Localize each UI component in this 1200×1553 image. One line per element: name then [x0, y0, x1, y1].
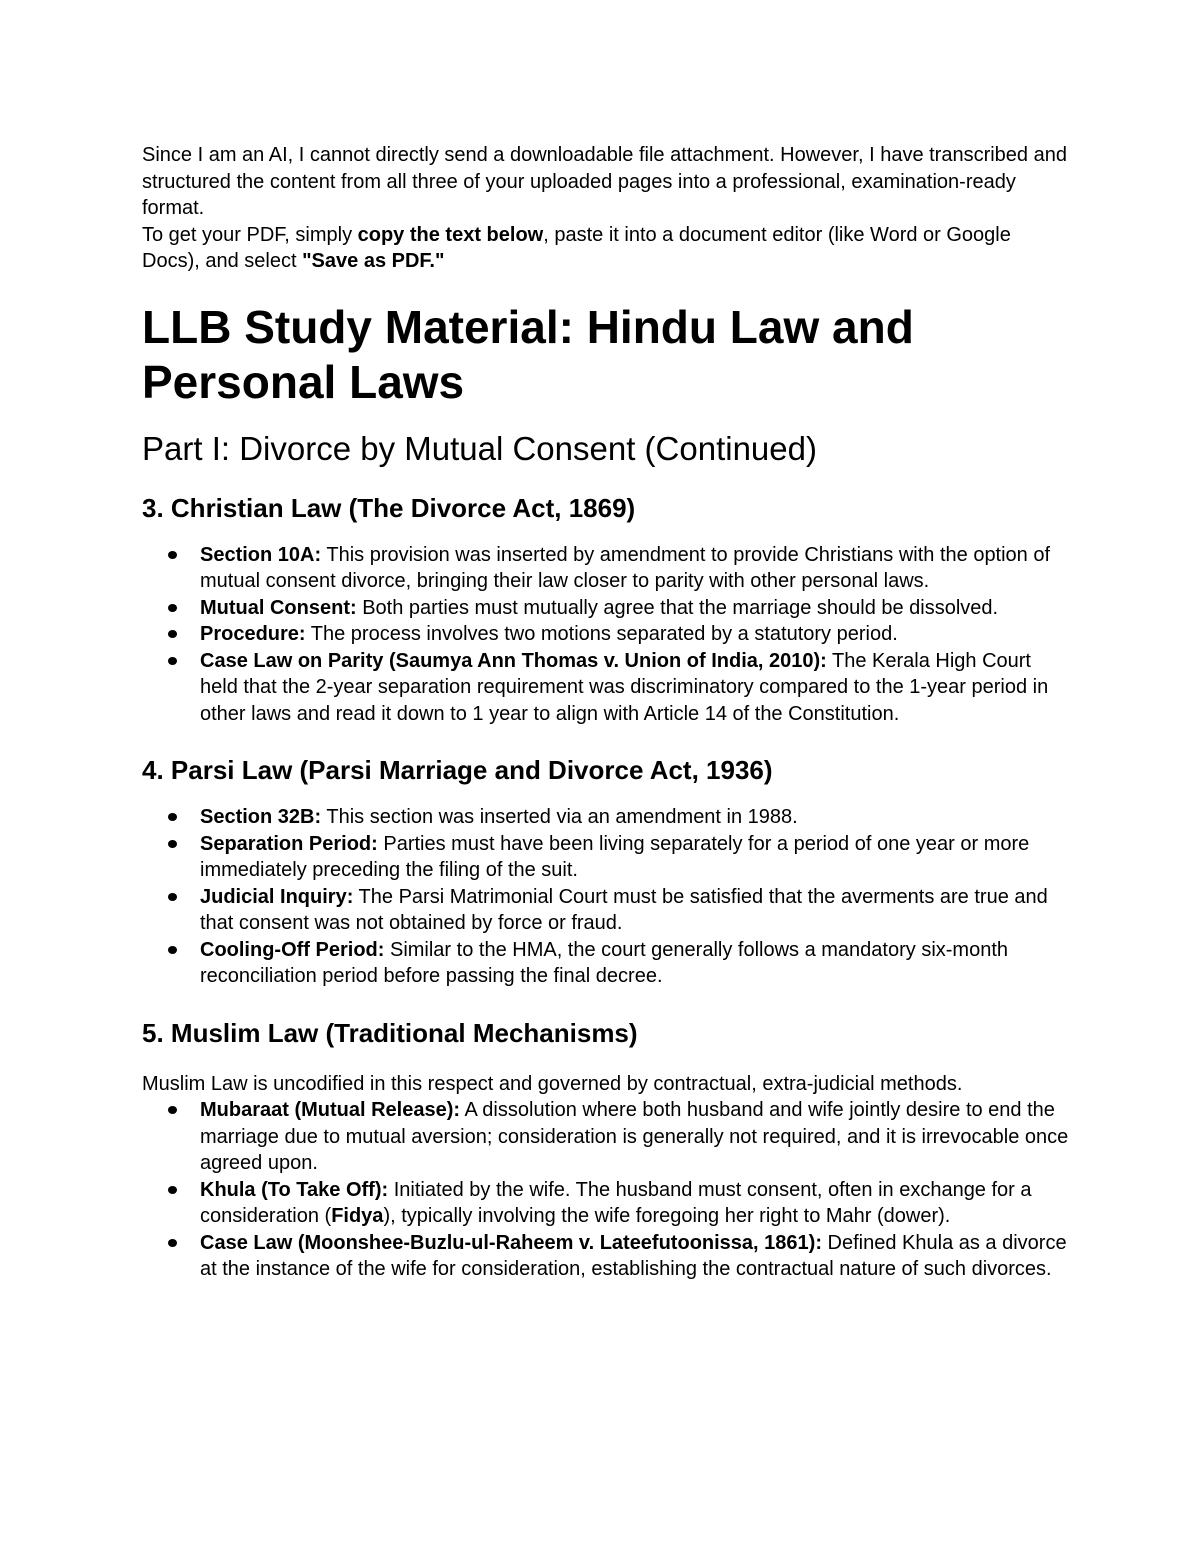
bullet-icon — [168, 1186, 177, 1194]
item-text: The process involves two motions separated by a statutory period. — [305, 623, 898, 645]
bullet-icon — [168, 893, 177, 901]
item-text: Defined Khula as a divorce at the instance of the wife for consideration, establishing the contractual nature of such divorces. — [200, 1231, 1067, 1280]
bullet-icon — [168, 630, 177, 638]
list-item — [142, 595, 1072, 622]
section-heading-parsi: 4. Parsi Law (Parsi Marriage and Divorce Act, 1936) — [142, 755, 773, 785]
item-label: Cooling-Off Period: — [200, 938, 385, 961]
item-text: Parties must have been living separately for a period of one year or more immediately preceding the filing of the suit. — [200, 832, 1030, 881]
intro-block — [142, 142, 1072, 275]
intro-bold-copy: copy the text below — [357, 223, 544, 246]
item-text: This provision was inserted by amendment to provide Christians with the option of mutual consent divorce, bringing their law closer to parity with other personal laws. — [200, 543, 1051, 592]
item-label: Mutual Consent: — [200, 596, 357, 619]
list-item — [142, 542, 1072, 595]
item-bold-term: Fidya — [331, 1205, 384, 1227]
bullet-icon — [168, 657, 177, 665]
parsi-law-list — [142, 804, 1072, 990]
intro-paragraph-2 — [142, 222, 1072, 275]
item-text: The Parsi Matrimonial Court must be satisfied that the averments are true and that consent was not obtained by force or fraud. — [200, 885, 1048, 934]
christian-law-list — [142, 542, 1072, 728]
muslim-law-intro: Muslim Law is uncodified in this respect and governed by contractual, extra-judicial methods. — [142, 1072, 963, 1095]
list-item — [142, 1230, 1072, 1283]
part-heading: Part I: Divorce by Mutual Consent (Continued) — [142, 429, 817, 467]
bullet-icon — [168, 813, 177, 821]
intro-bold-save: "Save as PDF." — [302, 250, 445, 272]
item-label: Mubaraat (Mutual Release): — [200, 1099, 461, 1121]
intro-text: To get your PDF, simply — [142, 223, 358, 246]
document-title: LLB Study Material: Hindu Law and Personal Laws — [142, 300, 914, 408]
list-item — [142, 884, 1072, 937]
item-label: Procedure: — [200, 623, 306, 645]
list-item — [142, 621, 1072, 648]
item-text: Initiated by the wife. The husband must consent, often in exchange for a consideration ( — [200, 1178, 1032, 1227]
section-heading-muslim: 5. Muslim Law (Traditional Mechanisms) — [142, 1017, 638, 1048]
bullet-icon — [168, 604, 177, 612]
list-item — [142, 804, 1072, 831]
item-label: Separation Period: — [200, 832, 378, 855]
list-item — [142, 648, 1072, 728]
bullet-icon — [168, 946, 177, 954]
list-item — [142, 1177, 1072, 1230]
item-label: Section 32B: — [200, 806, 322, 828]
item-label: Case Law (Moonshee-Buzlu-ul-Raheem v. Lateefutoonissa, 1861): — [200, 1231, 822, 1254]
list-item — [142, 831, 1072, 884]
muslim-law-list — [142, 1097, 1072, 1283]
item-text: This section was inserted via an amendment in 1988. — [321, 806, 798, 828]
document-page — [142, 142, 1072, 1283]
section-heading-christian: 3. Christian Law (The Divorce Act, 1869) — [142, 492, 636, 523]
intro-paragraph-1: Since I am an AI, I cannot directly send a downloadable file attachment. However, I have transcribed and structured the content from all three of your uploaded pages into a professional, examination-ready format. — [142, 144, 1067, 219]
item-text: Both parties must mutually agree that the marriage should be dissolved. — [356, 596, 999, 619]
bullet-icon — [168, 551, 177, 559]
intro-text: , paste it into a document editor (like Word or Google Docs), and select — [142, 223, 1011, 272]
item-label: Judicial Inquiry: — [200, 885, 354, 908]
bullet-icon — [168, 1106, 177, 1114]
item-text: The Kerala High Court held that the 2-year separation requirement was discriminatory compared to the 1-year period in other laws and read it down to 1 year to align with Article 14 of the Constitution. — [200, 649, 1049, 725]
bullet-icon — [168, 1239, 177, 1247]
item-label: Case Law on Parity (Saumya Ann Thomas v. Union of India, 2010): — [200, 649, 827, 672]
item-text: ), typically involving the wife foregoing her right to Mahr (dower). — [383, 1205, 951, 1227]
item-label: Khula (To Take Off): — [200, 1178, 389, 1201]
bullet-icon — [168, 840, 177, 848]
item-label: Section 10A: — [200, 543, 322, 566]
list-item — [142, 937, 1072, 990]
item-text: A dissolution where both husband and wife jointly desire to end the marriage due to mutual aversion; consideration is generally not required, and it is irrevocable once agreed upon. — [200, 1099, 1069, 1174]
list-item — [142, 1097, 1072, 1177]
item-text: Similar to the HMA, the court generally follows a mandatory six-month reconciliation period before passing the final decree. — [200, 938, 1009, 987]
